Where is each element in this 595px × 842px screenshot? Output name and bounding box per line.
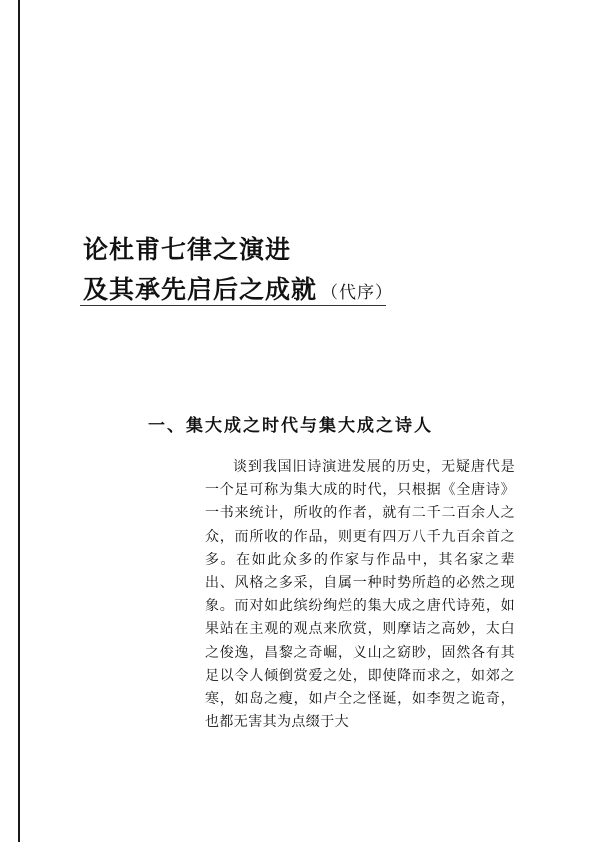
body-paragraph: 谈到我国旧诗演进发展的历史，无疑唐代是一个足可称为集大成的时代，只根据《全唐诗》一书来统计，所收的作者，就有二千二百余人之众，而所收的作品，则更有四万八千九百余首之多。在如此众多的作家与作品中，其名家之辈出、风格之多采，自属一种时势所趋的必然之现象。而对如此缤纷绚烂的集大成之唐代诗苑，如果站在主观的观点来欣赏，则摩诘之高妙，太白之俊逸，昌黎之奇崛，义山之窈眇，固然各有其足以令人倾倒赏爱之处，即使降而求之，如郊之寒，如岛之瘦，如卢仝之怪诞，如李贺之诡奇，也都无害其为点缀于大 [205,459,515,731]
chapter-title [83,231,543,312]
binding-edge-line [18,0,20,842]
title-suffix: （代序） [321,283,394,303]
title-line-1: 论杜甫七律之演进 [83,235,292,264]
section-heading: 一、集大成之时代与集大成之诗人 [148,416,433,436]
title-line-2-text: 及其承先启后之成就 [83,275,318,304]
title-underline [80,305,386,306]
